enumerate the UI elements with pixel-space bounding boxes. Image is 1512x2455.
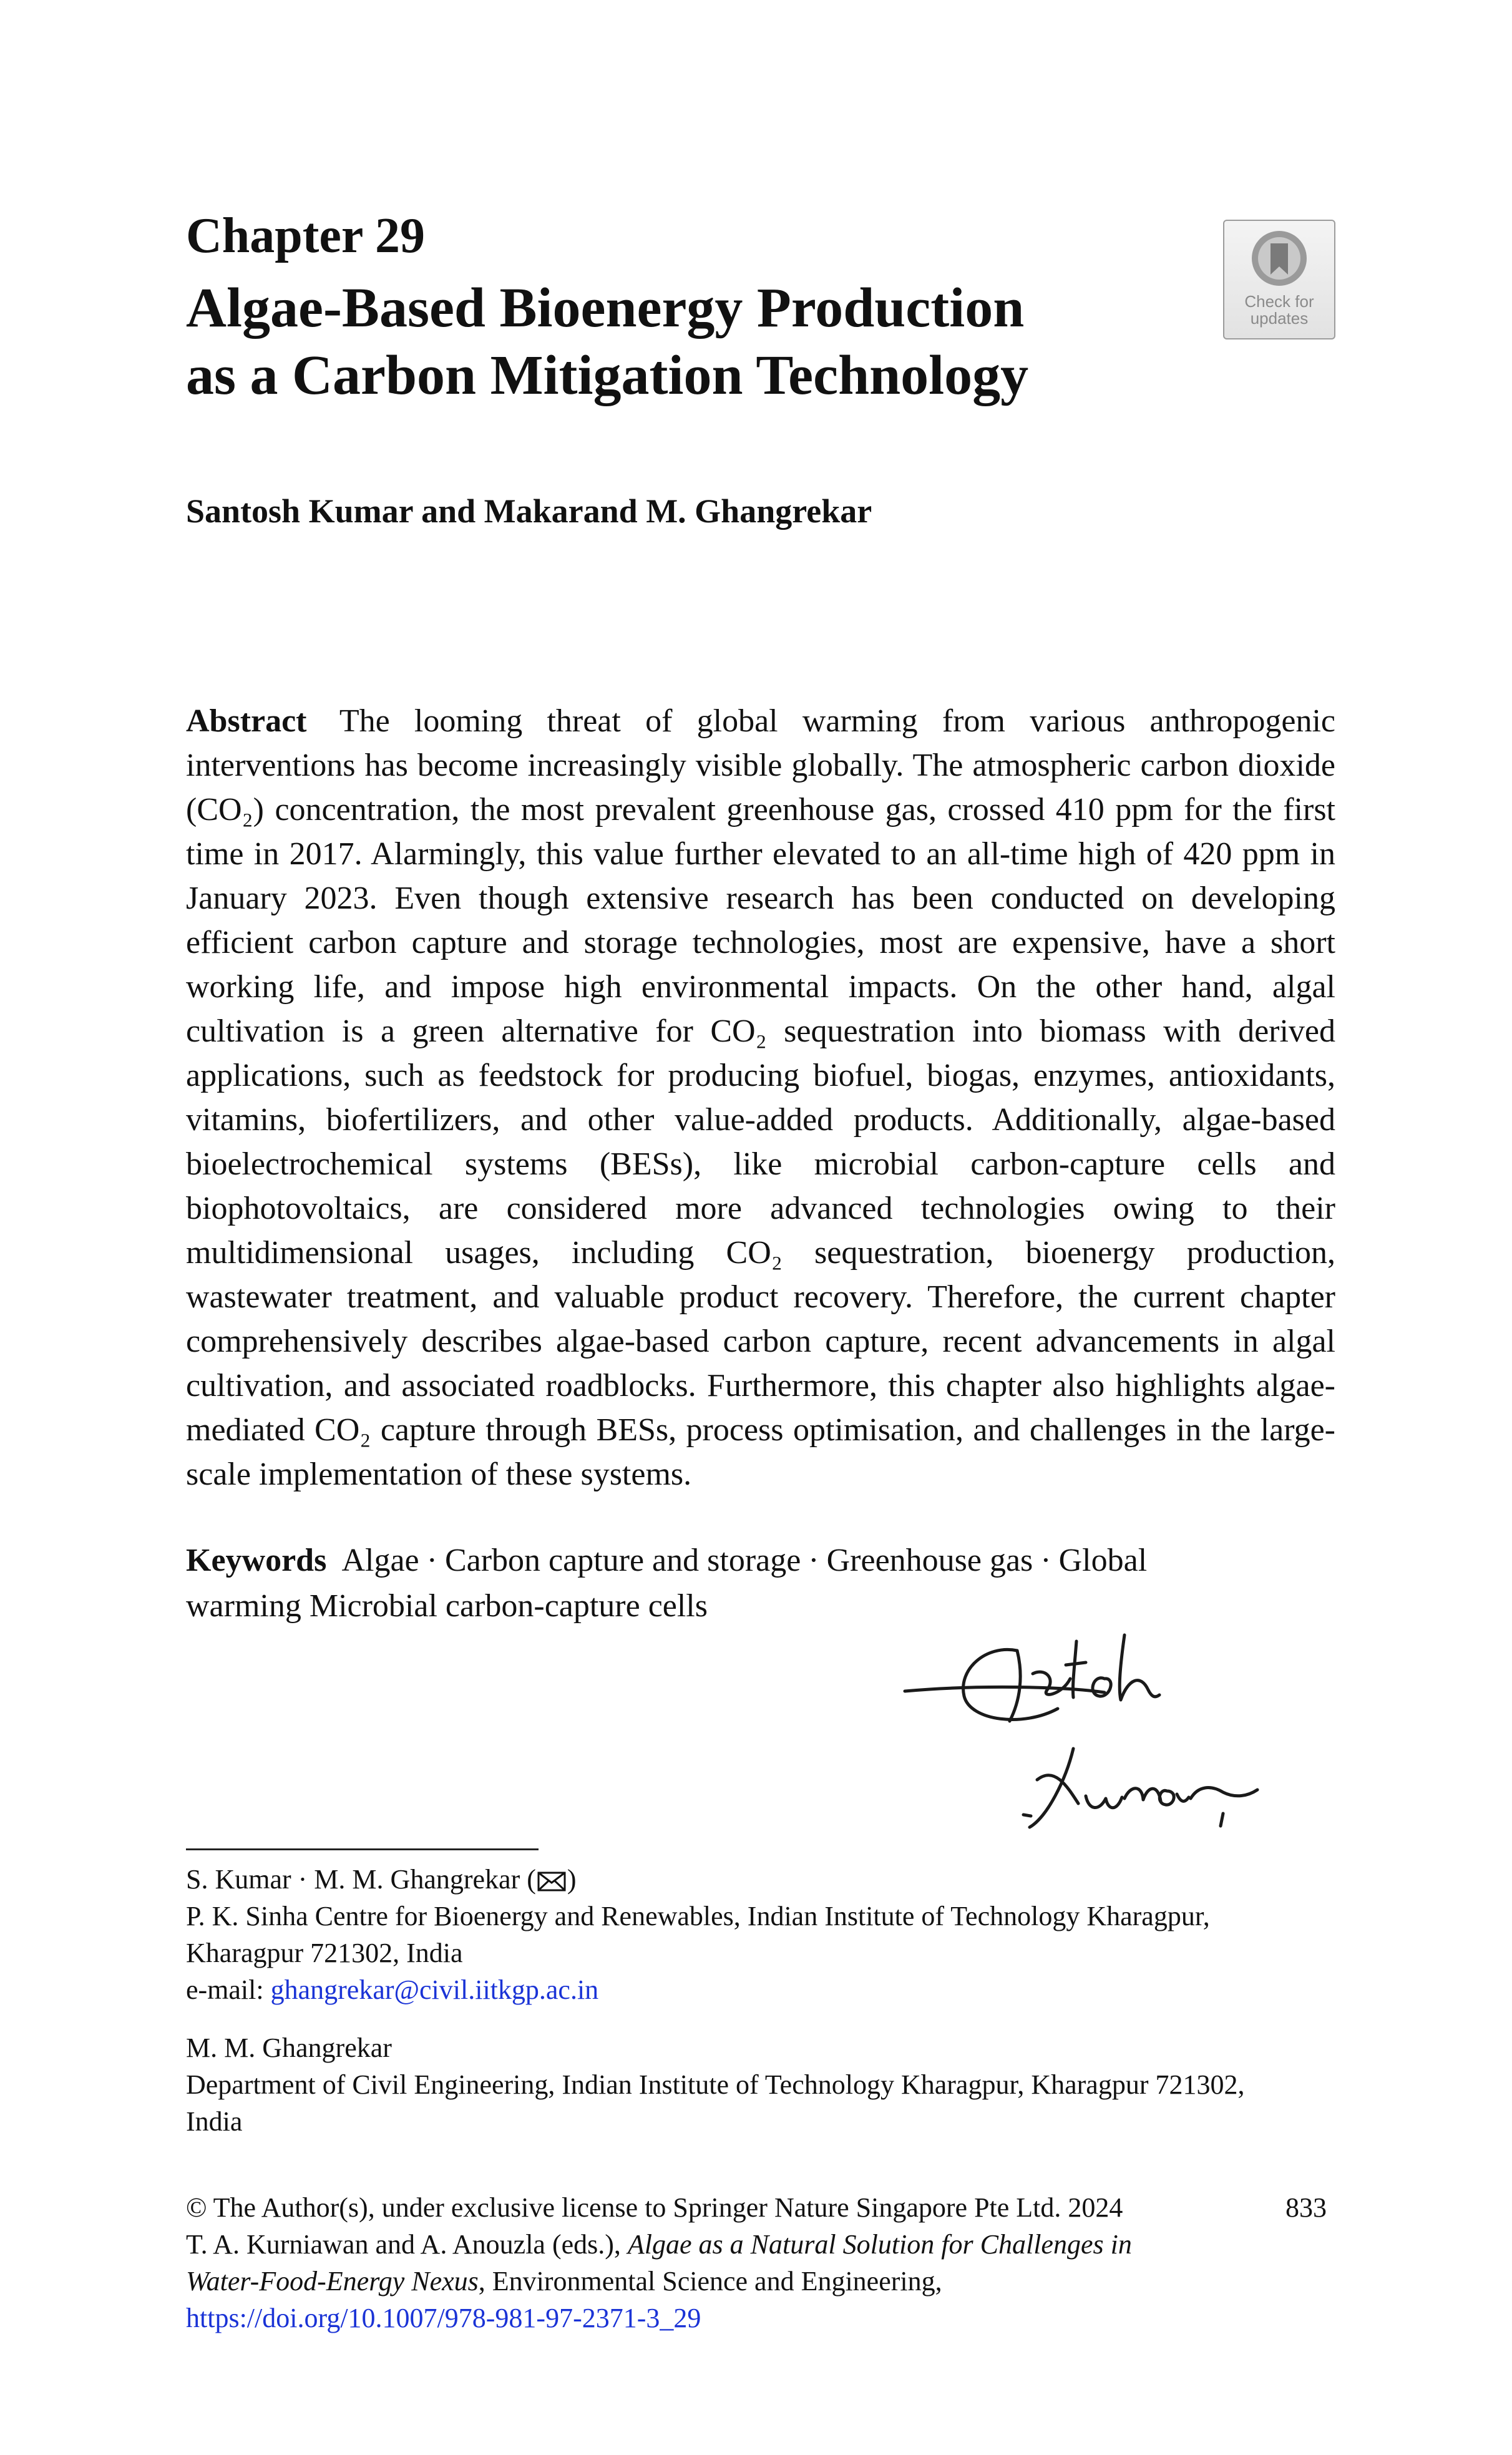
abstract-heading: Abstract	[186, 703, 307, 739]
keyword-separator: ·	[426, 1543, 437, 1578]
check-for-updates-badge[interactable]	[1223, 220, 1335, 339]
citation-line	[186, 2263, 1347, 2300]
affiliation-authors-close: )	[567, 1864, 577, 1895]
keyword: Algae	[341, 1543, 419, 1578]
email-link[interactable]: ghangrekar@civil.iitkgp.ac.in	[270, 1974, 599, 2005]
book-editors: T. A. Kurniawan and A. Anouzla (eds.),	[186, 2229, 628, 2260]
check-for-updates-label	[1244, 293, 1314, 327]
keyword: Greenhouse gas	[826, 1543, 1033, 1578]
copyright-line: © The Author(s), under exclusive license to Springer Nature Singapore Pte Ltd. 2024	[186, 2192, 1123, 2223]
doi-link[interactable]: https://doi.org/10.1007/978-981-97-2371-3_29	[186, 2303, 701, 2333]
keywords-heading: Keywords	[186, 1543, 327, 1578]
book-series: , Environmental Science and Engineering,	[478, 2266, 942, 2296]
book-title: Algae as a Natural Solution for Challenges in	[627, 2229, 1132, 2260]
footnote-divider	[186, 1848, 539, 1850]
affiliation-line: P. K. Sinha Centre for Bioenergy and Renewables, Indian Institute of Technology Kharagpur,	[186, 1901, 1210, 1931]
publication-info	[186, 2189, 1347, 2336]
keyword: Carbon capture and storage	[444, 1543, 801, 1578]
badge-line: updates	[1250, 309, 1309, 328]
keyword-separator: ·	[808, 1543, 819, 1578]
keyword: Global warming	[186, 1543, 1148, 1624]
author-list: Santosh Kumar and Makarand M. Ghangrekar	[186, 492, 872, 530]
affiliation-line: Kharagpur 721302, India	[186, 1938, 463, 1968]
chapter-title-line: Algae-Based Bioenergy Production	[186, 277, 1025, 339]
page-number: 833	[1285, 2192, 1327, 2223]
book-title: Water-Food-Energy Nexus	[186, 2266, 479, 2296]
keywords	[186, 1538, 1247, 1629]
email-line	[186, 1971, 1347, 2008]
envelope-icon	[537, 1872, 566, 1891]
affiliation-line: India	[186, 2106, 243, 2137]
abstract-text: The looming threat of global warming from various anthropogenic interventions has become increasingly visible globally. The atmospheric carbon dioxide (CO₂) concentration, the most prevalent greenhouse gas, crossed 410 ppm for the first time in 2017. Alarmingly, this value further elevated to an all-time high of 420 ppm in January 2023. Even though extensive research has been conducted on developing efficient carbon capture and storage technologies, most are expensive, have a short working life, and impose high environmental impacts. On the other hand, algal cultivation is a green alternative for CO₂ sequestration into biomass with derived applications, such as feedstock for producing biofuel, biogas, enzymes, antioxidants, vitamins, biofertilizers, and other value-added products. Additionally, algae-based bioelectrochemical systems (BESs), like microbial carbon-capture cells and biophotovoltaics, are considered more advanced technologies owing to their multidimensional usages, including CO₂ sequestration, bioenergy production, wastewater treatment, and valuable product recovery. Therefore, the current chapter comprehensively describes algae-based carbon capture, recent advancements in algal cultivation, and associated roadblocks. Furthermore, this chapter also highlights algae-mediated CO₂ capture through BESs, process optimisation, and challenges in the large-scale implementation of these systems.	[186, 703, 1335, 1492]
affiliation-author: M. M. Ghangrekar	[186, 2033, 392, 2063]
email-label: e-mail:	[186, 1974, 271, 2005]
affiliation-2	[186, 2029, 1347, 2140]
citation-line	[186, 2226, 1347, 2263]
bookmark-icon	[1248, 227, 1310, 290]
chapter-label: Chapter 29	[186, 208, 425, 263]
keyword: Microbial carbon-capture cells	[309, 1588, 708, 1624]
affiliation-authors	[186, 1861, 1347, 1898]
badge-line: Check for	[1244, 292, 1314, 311]
affiliation-line: Department of Civil Engineering, Indian Institute of Technology Kharagpur, Kharagpur 721302,	[186, 2069, 1245, 2100]
chapter-title-line: as a Carbon Mitigation Technology	[186, 344, 1029, 406]
chapter-title	[186, 275, 1247, 409]
affiliation-authors-text: S. Kumar · M. M. Ghangrekar (	[186, 1864, 536, 1895]
handwritten-signature	[899, 1616, 1335, 1853]
abstract	[186, 699, 1335, 1496]
keyword-separator: ·	[1040, 1543, 1051, 1578]
affiliation-1	[186, 1861, 1347, 2008]
